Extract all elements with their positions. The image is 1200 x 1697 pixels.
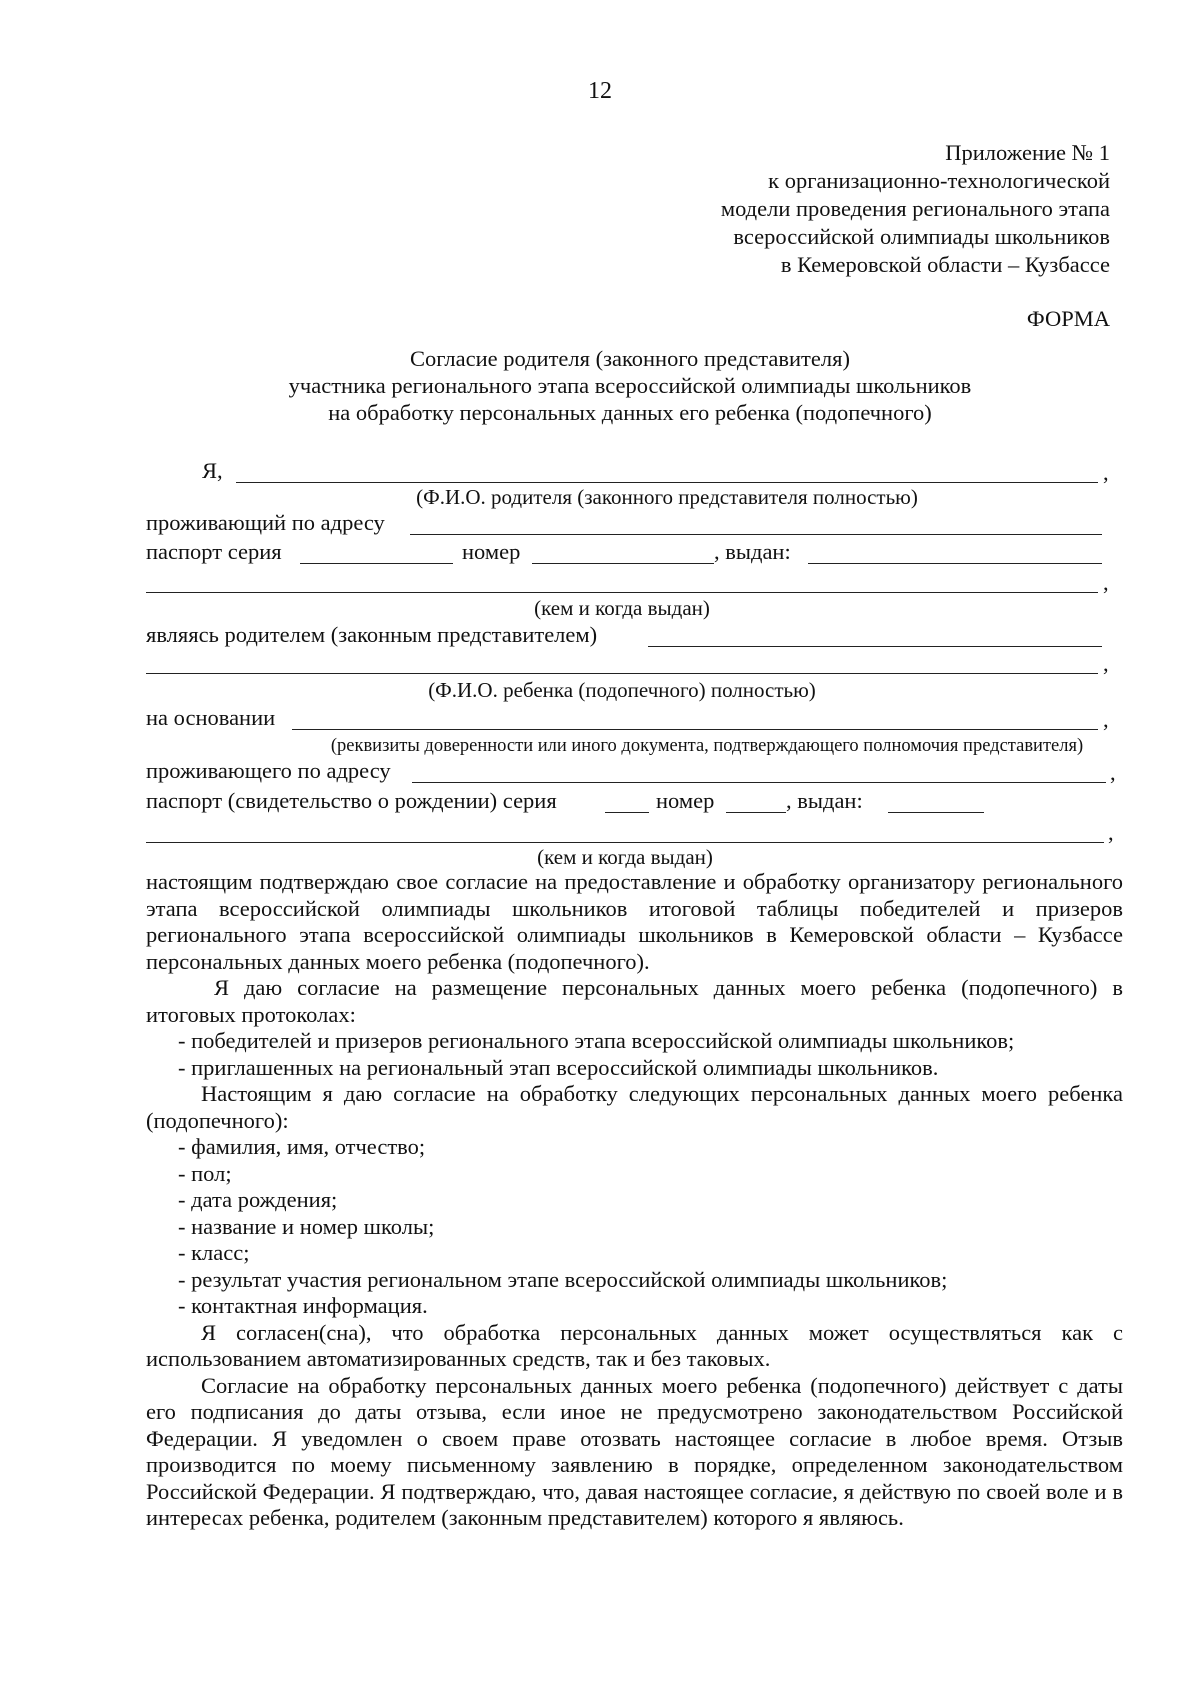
list-item: - победителей и призеров регионального этапа всероссийской олимпиады школьников; bbox=[178, 1028, 1015, 1053]
issued-caption: (кем и когда выдан) bbox=[534, 596, 710, 620]
parent-address-field[interactable] bbox=[410, 534, 1102, 535]
appendix-line: всероссийской олимпиады школьников bbox=[733, 224, 1110, 249]
appendix-line: Приложение № 1 bbox=[945, 140, 1110, 165]
paragraph: Согласие на обработку персональных данных моего ребенка (подопечного) действует с даты его подписания до даты отзыва, если иное не предусмотрено законодательством Российской Федерации. Я уведомлен о своем праве отозвать настоящее согласие в любое время. Отзыв производится по моему письменному заявлению в порядке, определенном законодательством Российской Федерации. Я подтверждаю, что, давая настоящее согласие, я действую по своей воле и в интересах ребенка, родителем (законным представителем) которого я являюсь. bbox=[146, 1372, 1123, 1530]
page-number: 12 bbox=[588, 78, 612, 104]
passport-number-label: номер bbox=[462, 539, 521, 564]
comma: , bbox=[1108, 820, 1114, 845]
paragraph: настоящим подтверждаю свое согласие на предоставление и обработку организатору регионального этапа всероссийской олимпиады школьников итоговой таблицы победителей и призеров регионального этапа всероссийской олимпиады школьников в Кемеровской области – Кузбассе персональных данных моего ребенка (подопечного). bbox=[146, 869, 1123, 974]
child-issued-caption: (кем и когда выдан) bbox=[537, 845, 713, 869]
child-name-field-2[interactable] bbox=[146, 673, 1098, 674]
child-number-label: номер bbox=[656, 788, 715, 813]
title-line: на обработку персональных данных его ребенка (подопечного) bbox=[328, 400, 932, 425]
title-line: участника регионального этапа всероссийской олимпиады школьников bbox=[288, 373, 972, 398]
comma: , bbox=[1103, 707, 1109, 732]
list-item: - пол; bbox=[178, 1160, 232, 1186]
comma: , bbox=[1103, 460, 1109, 485]
passport-issued-field[interactable] bbox=[808, 563, 1102, 564]
passport-series-field[interactable] bbox=[300, 563, 453, 564]
list-item: - класс; bbox=[178, 1240, 250, 1265]
ya-label: Я, bbox=[202, 458, 223, 483]
child-passport-number-field[interactable] bbox=[726, 812, 786, 813]
list-item: - дата рождения; bbox=[178, 1187, 338, 1212]
paragraph: Я даю согласие на размещение персональных данных моего ребенка (подопечного) в итоговых протоколах: bbox=[146, 975, 1123, 1027]
appendix-line: к организационно-технологической bbox=[768, 168, 1110, 193]
parent-name-caption: (Ф.И.О. родителя (законного представителя полностью) bbox=[416, 485, 918, 509]
paragraph: Настоящим я даю согласие на обработку следующих персональных данных моего ребенка (подопечного): bbox=[146, 1081, 1123, 1133]
comma: , bbox=[1103, 651, 1109, 676]
parent-name-field[interactable] bbox=[236, 482, 1098, 483]
passport-number-field[interactable] bbox=[532, 563, 714, 564]
child-residing-label: проживающего по адресу bbox=[146, 758, 391, 783]
child-issued-label: , выдан: bbox=[786, 788, 863, 813]
appendix-line: в Кемеровской области – Кузбассе bbox=[780, 252, 1110, 277]
list-item: - результат участия региональном этапе всероссийской олимпиады школьников; bbox=[178, 1266, 948, 1292]
basis-label: на основании bbox=[146, 705, 276, 730]
form-label: ФОРМА bbox=[1026, 306, 1110, 331]
appendix-block bbox=[721, 140, 1110, 280]
child-issued-by-field[interactable] bbox=[146, 842, 1104, 843]
child-passport-label: паспорт (свидетельство о рождении) серия bbox=[146, 788, 557, 813]
basis-field[interactable] bbox=[292, 729, 1098, 730]
child-passport-series-field[interactable] bbox=[605, 812, 649, 813]
comma: , bbox=[1103, 570, 1109, 595]
issued-by-field[interactable] bbox=[146, 592, 1098, 593]
list-item: - контактная информация. bbox=[178, 1293, 428, 1318]
comma: , bbox=[1110, 760, 1116, 785]
list-item: - фамилия, имя, отчество; bbox=[178, 1134, 426, 1159]
title-line: Согласие родителя (законного представителя) bbox=[410, 346, 850, 371]
list-item: - название и номер школы; bbox=[178, 1213, 435, 1239]
basis-caption: (реквизиты доверенности или иного документа, подтверждающего полномочия представителя) bbox=[330, 736, 1084, 756]
passport-series-label: паспорт серия bbox=[146, 539, 282, 564]
passport-issued-label: , выдан: bbox=[714, 539, 791, 564]
child-address-field[interactable] bbox=[412, 782, 1106, 783]
consent-body bbox=[146, 869, 1123, 1532]
child-name-field-1[interactable] bbox=[648, 646, 1102, 647]
child-issued-field[interactable] bbox=[888, 812, 984, 813]
list-item: - приглашенных на региональный этап всероссийской олимпиады школьников. bbox=[178, 1054, 939, 1080]
document-title bbox=[0, 346, 1200, 427]
residing-label: проживающий по адресу bbox=[146, 510, 385, 535]
paragraph: Я согласен(сна), что обработка персональных данных может осуществляться как с использованием автоматизированных средств, так и без таковых. bbox=[146, 1319, 1123, 1371]
being-parent-label: являясь родителем (законным представителем) bbox=[146, 622, 598, 647]
child-name-caption: (Ф.И.О. ребенка (подопечного) полностью) bbox=[428, 678, 816, 702]
appendix-line: модели проведения регионального этапа bbox=[720, 196, 1110, 221]
